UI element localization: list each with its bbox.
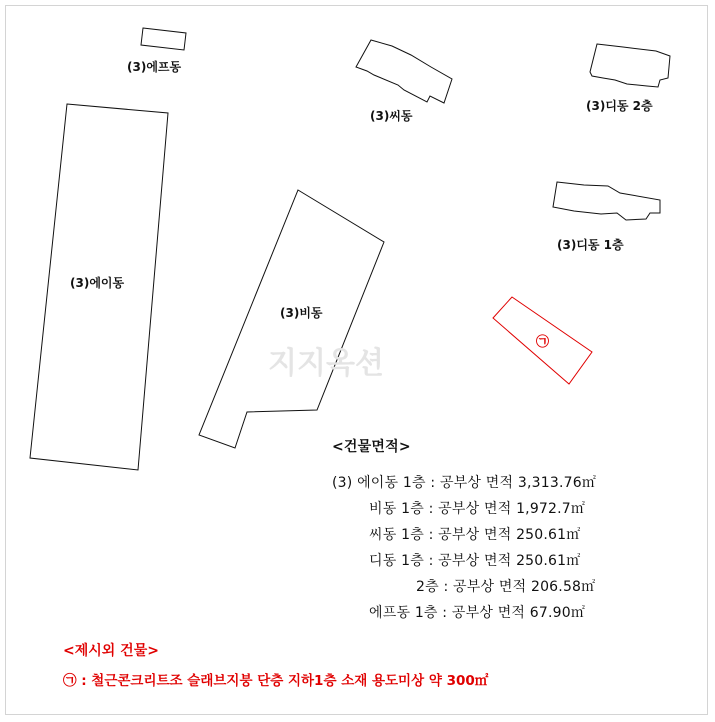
area-line: 비동 1층 : 공부상 면적 1,972.7㎡	[369, 501, 586, 517]
area-title: <건물면적>	[332, 439, 411, 455]
label-di2: (3)디동 2층	[586, 99, 653, 113]
building-ep-outline	[141, 28, 186, 50]
outside-line: ㉠ : 철근콘크리트조 슬래브지붕 단층 지하1층 소재 용도미상 약 300㎡	[63, 673, 489, 689]
building-di1-outline	[553, 182, 660, 220]
building-di2-outline	[590, 44, 670, 87]
building-ssi-outline	[356, 40, 452, 103]
label-di1: (3)디동 1층	[557, 238, 624, 252]
outside-title: <제시외 건물>	[63, 643, 159, 659]
area-line: 씨동 1층 : 공부상 면적 250.61㎡	[369, 527, 581, 543]
area-line: 에프동 1층 : 공부상 면적 67.90㎡	[369, 605, 586, 621]
label-ep: (3)에프동	[127, 60, 182, 74]
watermark: 지지옥션	[268, 346, 384, 381]
label-outside-mark: ㉠	[536, 335, 550, 350]
area-line: 2층 : 공부상 면적 206.58㎡	[416, 579, 596, 595]
label-ssi: (3)씨동	[370, 109, 413, 123]
label-bi: (3)비동	[280, 306, 323, 320]
area-line: (3) 에이동 1층 : 공부상 면적 3,313.76㎡	[332, 475, 597, 491]
label-ei: (3)에이동	[70, 276, 125, 290]
area-line: 디동 1층 : 공부상 면적 250.61㎡	[369, 553, 581, 569]
